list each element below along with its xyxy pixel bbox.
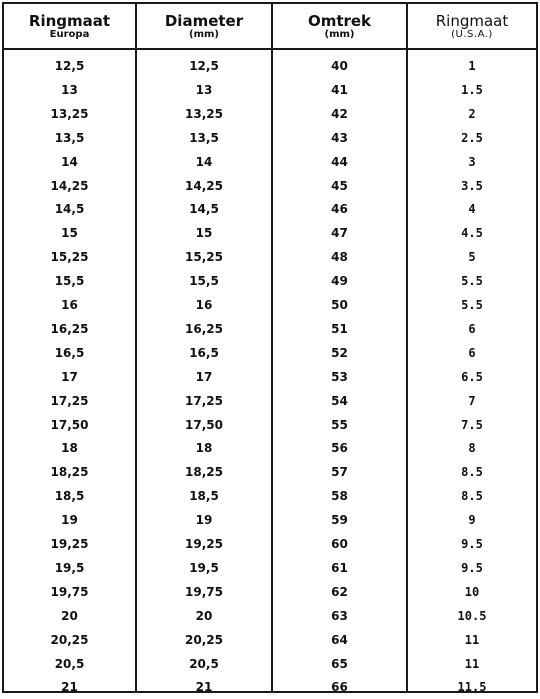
table-cell: 44 [331,154,348,169]
table-cell: 20,5 [54,656,85,671]
table-cell: 19,25 [185,537,223,551]
table-cell: 14 [195,154,213,169]
table-cell: 20 [195,608,213,623]
table-cell: 19 [61,513,78,528]
table-cell: 19,5 [189,560,219,575]
table-cell: 45 [331,178,348,193]
table-cell: 8.5 [461,465,483,480]
table-cell: 46 [331,202,348,217]
table-cell: 15,25 [50,250,89,265]
table-cell: 17,25 [185,393,223,408]
table-cell: 18 [195,441,213,456]
table-cell: 6.5 [461,369,483,384]
table-cell: 15 [195,226,213,241]
table-cell: 13,5 [54,130,85,145]
table-cell: 17 [195,369,213,384]
table-cell: 21 [61,680,78,695]
table-cell: 20,25 [50,632,89,647]
table-cell: 57 [331,465,348,480]
table-cell: 41 [331,82,348,97]
table-cell: 52 [331,345,348,360]
table-cell: 43 [331,130,348,145]
table-cell: 14 [61,154,78,169]
table-cell: 5.5 [461,298,483,312]
header-omtrek [273,4,406,48]
table-cell: 16,25 [185,321,223,336]
table-cell: 14,5 [189,202,219,217]
table-cell: 15,25 [185,250,223,265]
table-cell: 48 [331,250,348,265]
table-cell: 16,25 [50,321,89,336]
ring-size-table [2,2,538,693]
table-cell: 9 [468,513,476,528]
header-subtitle: (mm) [189,29,219,40]
table-cell: 47 [331,226,348,241]
table-cell: 16,5 [54,345,85,360]
table-cell: 66 [331,680,348,695]
table-cell: 13,25 [185,106,223,121]
table-cell: 65 [331,656,348,671]
table-cell: 21 [195,680,213,695]
table-cell: 63 [331,608,348,623]
table-cell: 16 [195,298,213,312]
table-cell: 53 [331,369,348,384]
header-title: Omtrek [307,12,372,30]
table-cell: 19,75 [185,584,223,599]
header-title: Ringmaat [28,12,111,30]
table-cell: 61 [331,560,348,575]
table-cell: 42 [331,106,348,121]
table-cell: 8.5 [461,489,483,504]
table-cell: 15,5 [54,274,85,289]
header-subtitle: (U.S.A.) [451,29,493,40]
table-cell: 18,25 [50,465,89,480]
table-cell: 19,75 [50,584,89,599]
header-diameter [137,4,271,48]
table-cell: 62 [331,584,348,599]
table-cell: 19 [195,513,213,528]
header-ringmaat-europa [4,4,135,48]
header-title: Diameter [164,12,244,30]
table-cell: 16,5 [189,345,219,360]
table-cell: 2 [468,106,476,121]
table-cell: 9.5 [461,560,483,575]
table-cell: 59 [331,513,348,528]
table-cell: 14,25 [50,178,89,193]
table-cell: 1 [468,59,476,73]
table-cell: 3.5 [461,178,483,193]
table-cell: 40 [331,59,348,73]
table-cell: 14,25 [185,178,223,193]
table-cell: 60 [331,537,348,551]
table-cell: 7.5 [461,417,483,432]
table-cell: 6 [468,345,476,360]
header-ringmaat-usa [408,4,536,48]
table-cell: 18,5 [54,489,85,504]
header-subtitle: Europa [49,29,90,40]
table-cell: 16 [61,298,78,312]
header-title: Ringmaat [435,12,509,30]
table-cell: 17 [61,369,78,384]
table-cell: 20,5 [189,656,219,671]
table-cell: 4 [468,202,476,217]
table-cell: 55 [331,417,348,432]
table-cell: 1.5 [461,82,483,97]
table-cell: 6 [468,321,476,336]
table-cell: 11 [464,632,480,647]
table-cell: 17,25 [50,393,89,408]
table-cell: 15 [61,226,78,241]
table-cell: 17,50 [185,417,223,432]
table-cell: 11.5 [457,680,487,695]
table-cell: 17,50 [50,417,89,432]
table-cell: 2.5 [461,130,483,145]
table-cell: 13,5 [189,130,219,145]
table-cell: 51 [331,321,348,336]
table-cell: 54 [331,393,348,408]
table-cell: 56 [331,441,348,456]
table-cell: 13 [61,82,78,97]
table-cell: 58 [331,489,348,504]
table-cell: 10 [464,584,480,599]
table-cell: 64 [331,632,348,647]
table-cell: 7 [468,393,476,408]
table-cell: 13 [195,82,213,97]
table-cell: 49 [331,274,348,289]
table-cell: 19,5 [54,560,85,575]
table-cell: 18,25 [185,465,223,480]
table-cell: 8 [468,441,476,456]
table-header [4,4,536,50]
table-cell: 3 [468,154,476,169]
table-cell: 13,25 [50,106,89,121]
table-cell: 20,25 [185,632,223,647]
table-cell: 20 [61,608,78,623]
table-cell: 5 [468,250,476,265]
table-cell: 19,25 [50,537,89,551]
table-cell: 11 [464,656,480,671]
table-cell: 50 [331,298,348,312]
table-cell: 12,5 [54,59,85,73]
table-cell: 4.5 [461,226,483,241]
table-cell: 18 [61,441,78,456]
table-cell: 14,5 [54,202,85,217]
table-cell: 18,5 [189,489,219,504]
table-cell: 5.5 [461,274,483,289]
header-subtitle: (mm) [324,29,355,40]
table-cell: 9.5 [461,537,483,551]
table-cell: 12,5 [189,59,219,73]
table-cell: 10.5 [457,608,487,623]
table-cell: 15,5 [189,274,219,289]
